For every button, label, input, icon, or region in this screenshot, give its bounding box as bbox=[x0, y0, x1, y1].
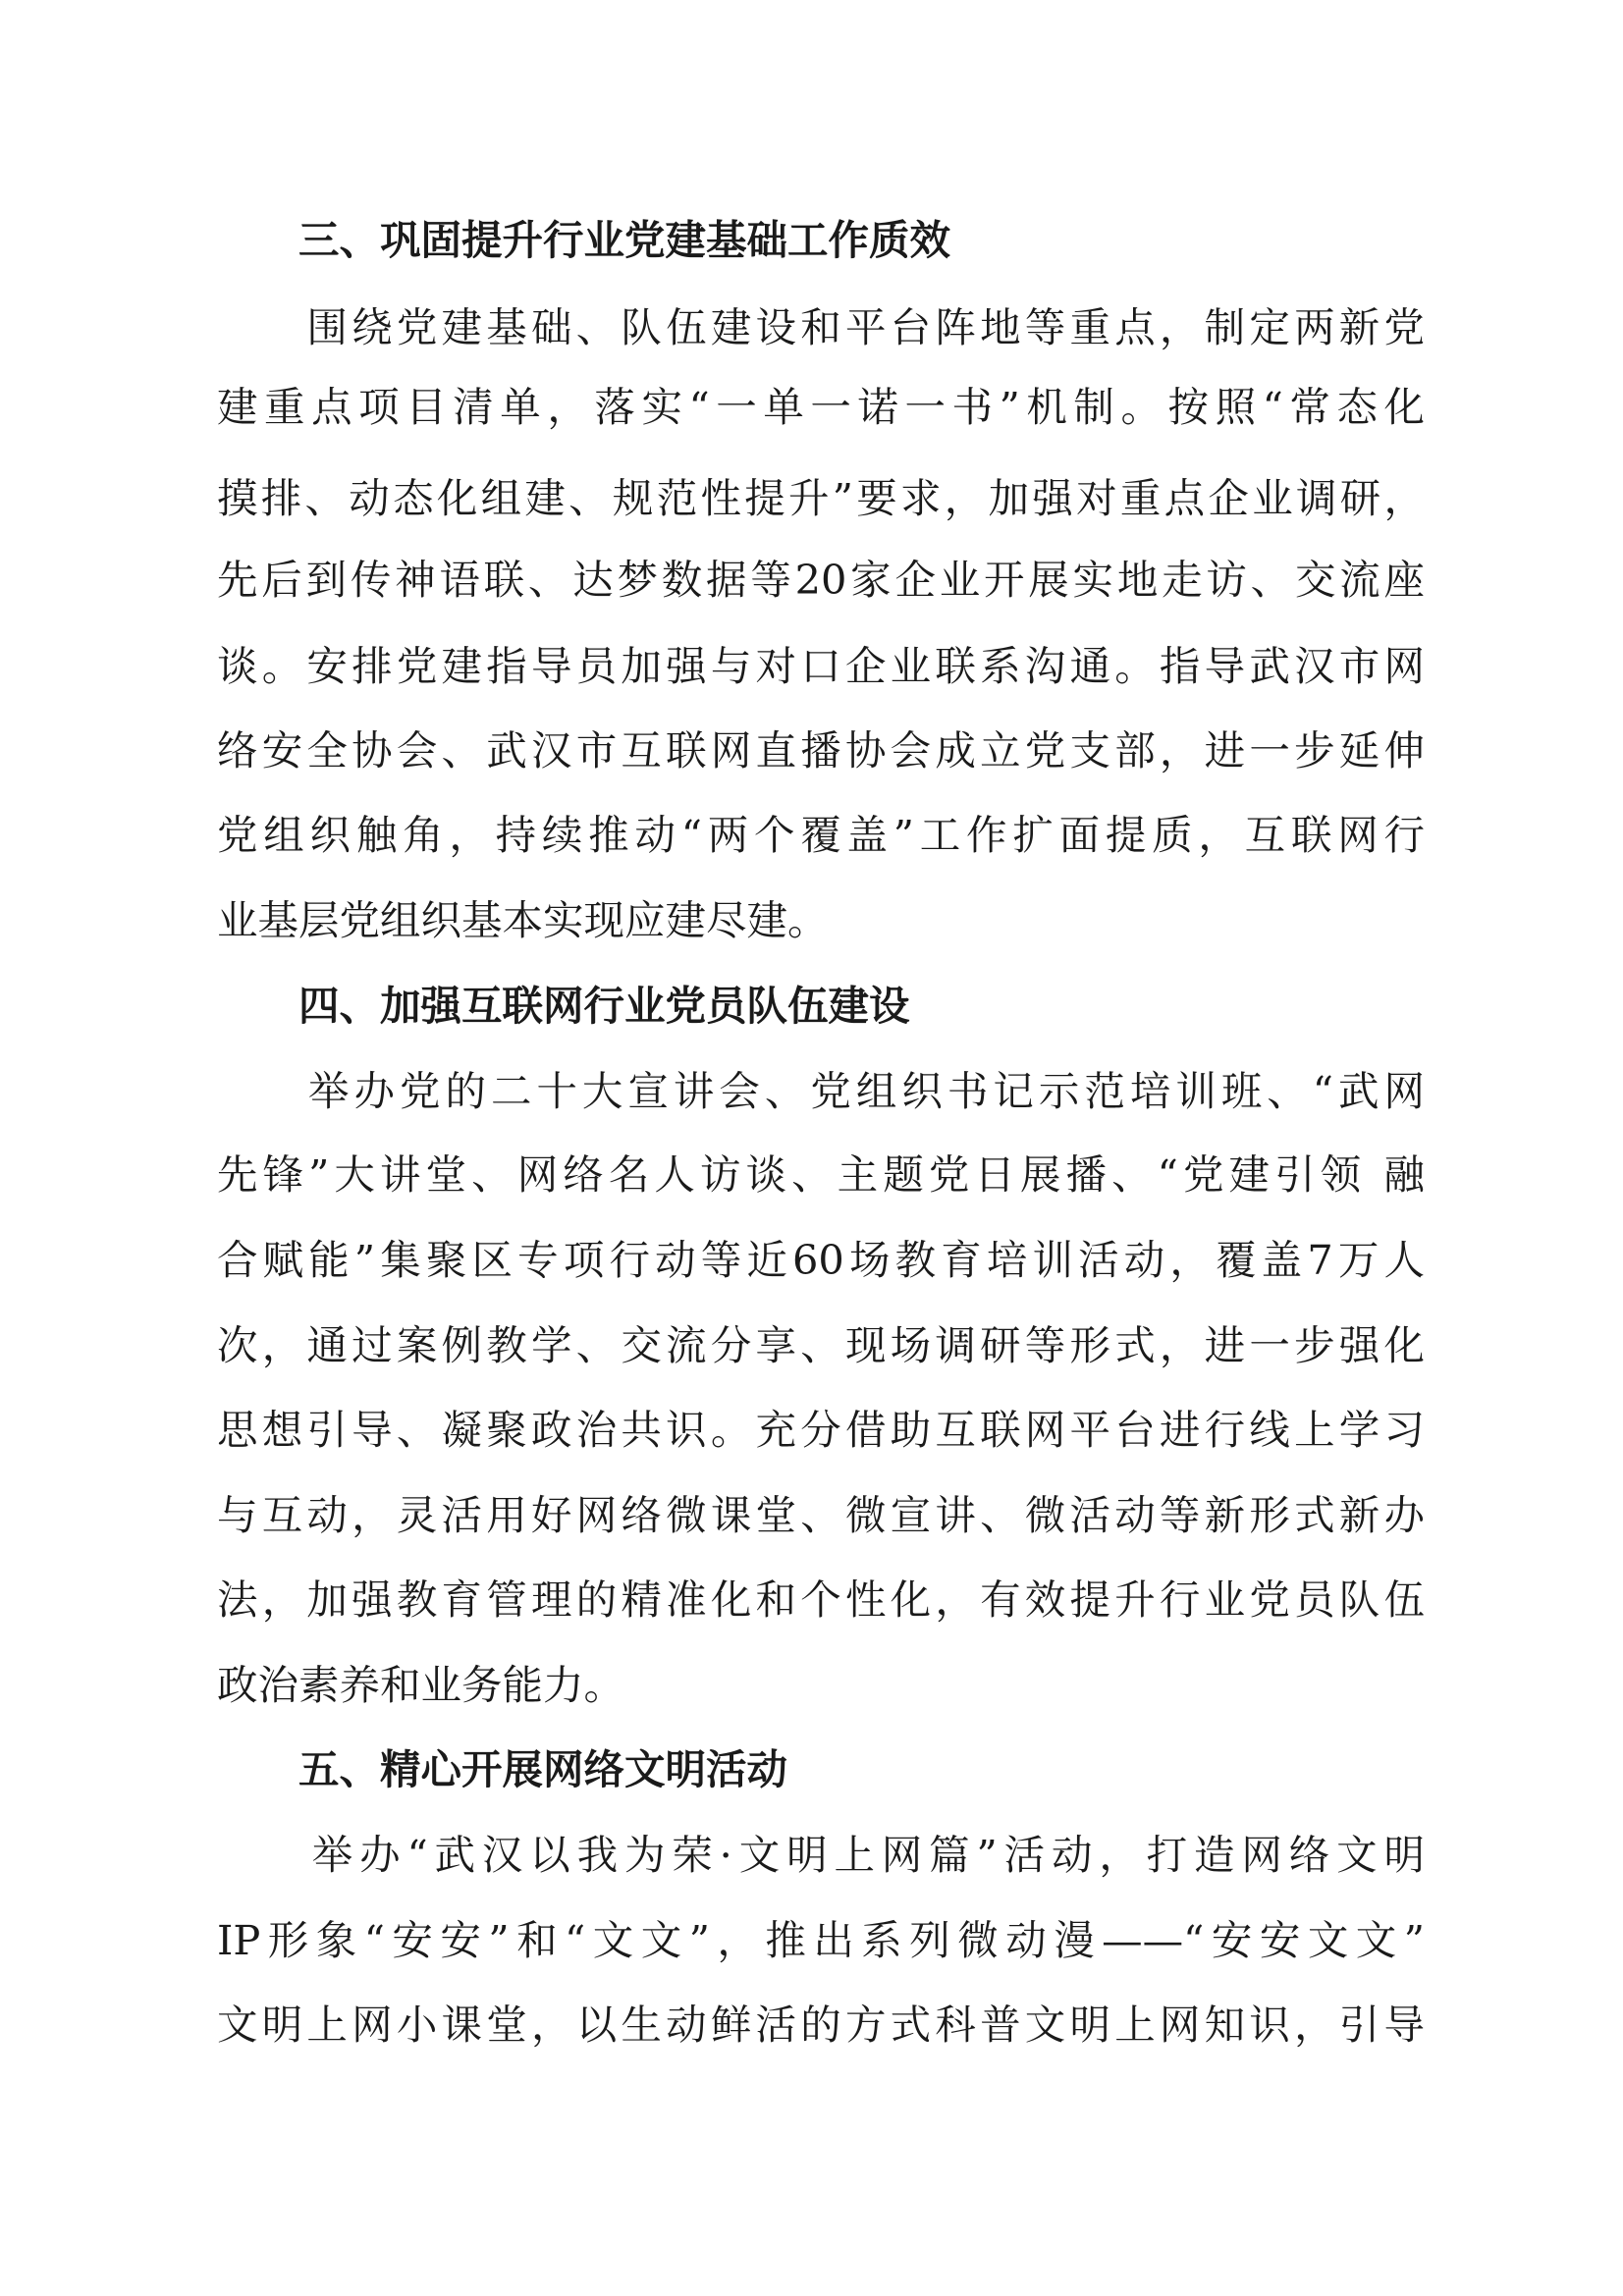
paragraph-line: 先锋”大讲堂、网络名人访谈、主题党日展播、“党建引领 融 bbox=[217, 1150, 1425, 1199]
paragraph-line: 建重点项目清单，落实“一单一诺一书”机制。按照“常态化 bbox=[217, 383, 1425, 431]
paragraph-line: 党组织触角，持续推动“两个覆盖”工作扩面提质，互联网行 bbox=[217, 811, 1425, 859]
paragraph-line: IP形象“安安”和“文文”，推出系列微动漫——“安安文文” bbox=[217, 1916, 1425, 1964]
paragraph-line: 先后到传神语联、达梦数据等20家企业开展实地走访、交流座 bbox=[217, 556, 1425, 604]
paragraph-line: 合赋能”集聚区专项行动等近60场教育培训活动，覆盖7万人 bbox=[217, 1236, 1425, 1284]
paragraph-line: 文明上网小课堂，以生动鲜活的方式科普文明上网知识，引导 bbox=[217, 2001, 1425, 2049]
paragraph-line: 业基层党组织基本实现应建尽建。 bbox=[217, 896, 829, 944]
paragraph-line: 法，加强教育管理的精准化和个性化，有效提升行业党员队伍 bbox=[217, 1575, 1425, 1624]
paragraph-line: 举办“武汉以我为荣·文明上网篇”活动，打造网络文明 bbox=[217, 1831, 1425, 1879]
paragraph-line: 摸排、动态化组建、规范性提升”要求，加强对重点企业调研， bbox=[217, 474, 1425, 522]
paragraph-line: 围绕党建基础、队伍建设和平台阵地等重点，制定两新党 bbox=[217, 303, 1425, 351]
section-heading-3: 三、巩固提升行业党建基础工作质效 bbox=[298, 216, 951, 264]
paragraph-line: 与互动，灵活用好网络微课堂、微宣讲、微活动等新形式新办 bbox=[217, 1491, 1425, 1539]
paragraph-line: 政治素养和业务能力。 bbox=[217, 1661, 625, 1709]
paragraph-line: 络安全协会、武汉市互联网直播协会成立党支部，进一步延伸 bbox=[217, 726, 1425, 774]
paragraph-line: 思想引导、凝聚政治共识。充分借助互联网平台进行线上学习 bbox=[217, 1406, 1425, 1454]
paragraph-line: 次，通过案例教学、交流分享、现场调研等形式，进一步强化 bbox=[217, 1321, 1425, 1369]
paragraph-line: 谈。安排党建指导员加强与对口企业联系沟通。指导武汉市网 bbox=[217, 642, 1425, 690]
section-heading-4: 四、加强互联网行业党员队伍建设 bbox=[298, 982, 910, 1030]
section-heading-5: 五、精心开展网络文明活动 bbox=[298, 1745, 788, 1793]
paragraph-line: 举办党的二十大宣讲会、党组织书记示范培训班、“武网 bbox=[217, 1067, 1425, 1115]
